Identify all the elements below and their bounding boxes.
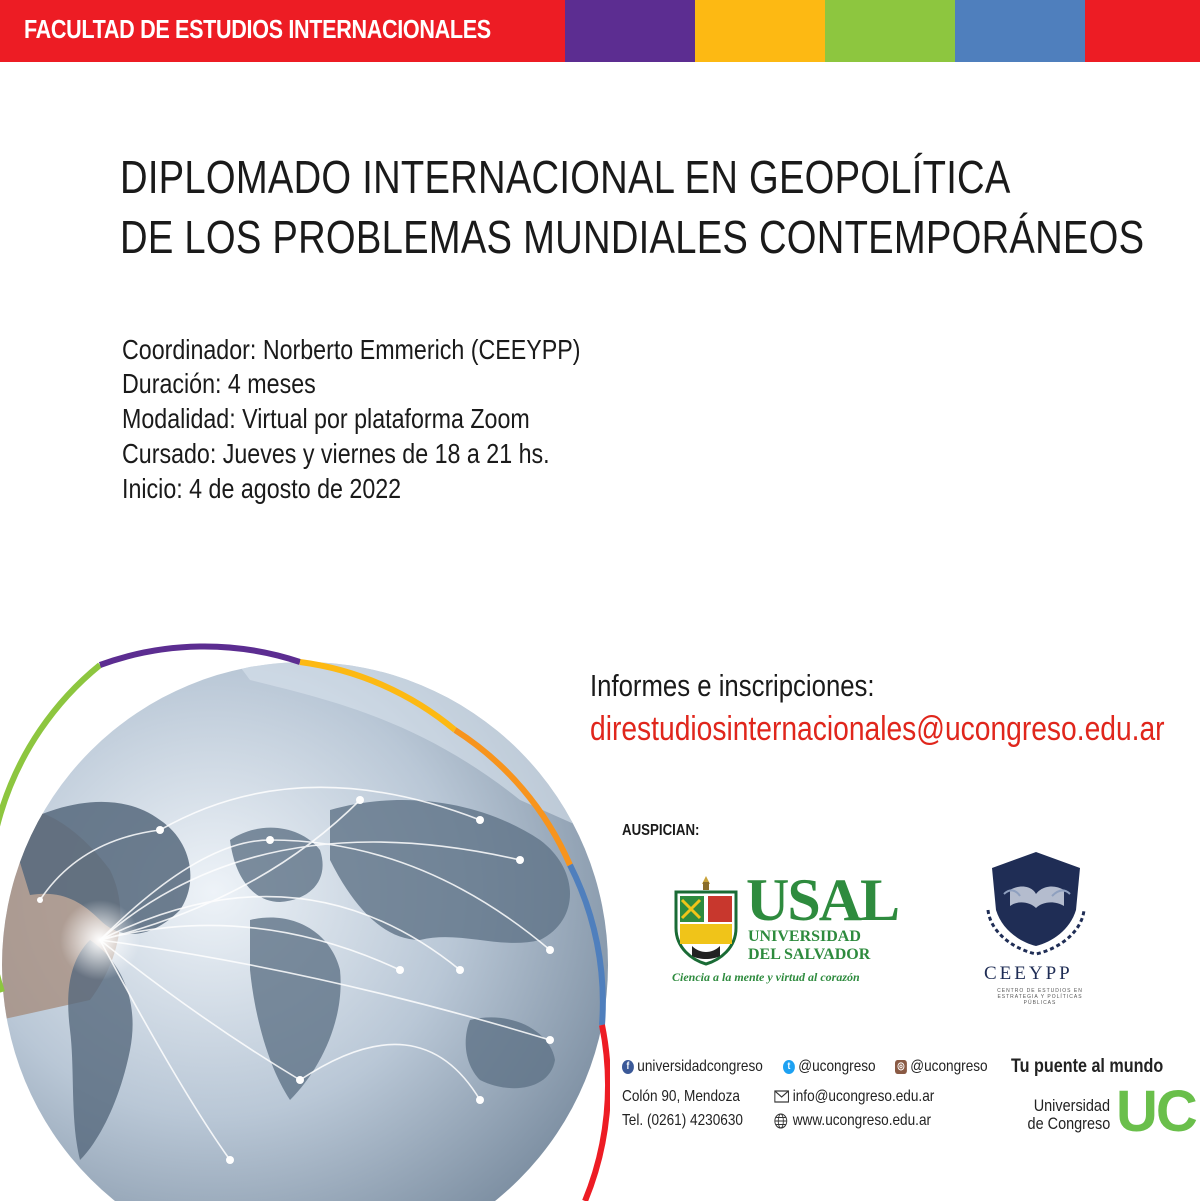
ceeypp-tagline: CENTRO DE ESTUDIOS EN ESTRATEGIA Y POLÍTICAS PÚBLICAS [997,988,1083,1006]
ceeypp-name: CEEYPP [984,963,1073,984]
instagram-handle[interactable]: ◎ @ucongreso [895,1058,988,1076]
twitter-handle[interactable]: t @ucongreso [783,1058,876,1076]
detail-schedule: Cursado: Jueves y viernes de 18 a 21 hs. [122,438,550,469]
detail-duration: Duración: 4 meses [122,368,316,399]
usal-motto: Ciencia a la mente y virtud al corazón [672,970,860,984]
title-line-1: DIPLOMADO INTERNACIONAL EN GEOPOLÍTICA [120,151,1011,203]
band-blue [955,0,1085,62]
uc-name-line-1: Universidad [1033,1096,1110,1115]
uc-name-line-2: de Congreso [1027,1114,1111,1133]
faculty-name: FACULTAD DE ESTUDIOS INTERNACIONALES [24,14,491,44]
detail-modality: Modalidad: Virtual por plataforma Zoom [122,403,530,434]
usal-line-1: UNIVERSIDAD [748,928,861,945]
mail-icon [774,1090,789,1103]
usal-crest-icon [670,872,742,968]
facebook-handle[interactable]: f universidadcongreso [622,1058,763,1076]
inquiries-heading: Informes e inscripciones: [590,668,875,703]
uc-name-block [1028,1097,1110,1133]
uc-logo-mark: UC [1116,1079,1196,1144]
usal-logo [670,867,900,992]
ceeypp-logo [972,850,1112,1010]
detail-start: Inicio: 4 de agosto de 2022 [122,473,402,504]
usal-line-2: DEL SALVADOR [748,946,871,963]
address: Colón 90, Mendoza [622,1088,740,1105]
band-green [825,0,955,62]
info-email[interactable]: info@ucongreso.edu.ar [774,1088,934,1106]
band-yellow [695,0,825,62]
twitter-icon: t [783,1060,795,1074]
sponsors-label: AUSPICIAN: [622,822,700,839]
ceeypp-shield-icon [980,850,1092,960]
usal-name: USAL [746,867,899,933]
contact-email-link[interactable]: direstudiosinternacionales@ucongreso.edu.ar [590,710,1165,748]
facebook-icon: f [622,1060,634,1074]
globe-illustration [0,640,610,1201]
band-purple [565,0,695,62]
globe-icon [774,1113,788,1129]
title-line-2: DE LOS PROBLEMAS MUNDIALES CONTEMPORÁNEOS [120,211,1145,263]
instagram-icon: ◎ [895,1060,907,1074]
detail-coordinator: Coordinador: Norberto Emmerich (CEEYPP) [122,334,581,365]
slogan: Tu puente al mundo [1011,1056,1164,1077]
band-red-end [1085,0,1200,62]
phone: Tel. (0261) 4230630 [622,1112,743,1129]
website[interactable]: www.ucongreso.edu.ar [774,1112,931,1130]
